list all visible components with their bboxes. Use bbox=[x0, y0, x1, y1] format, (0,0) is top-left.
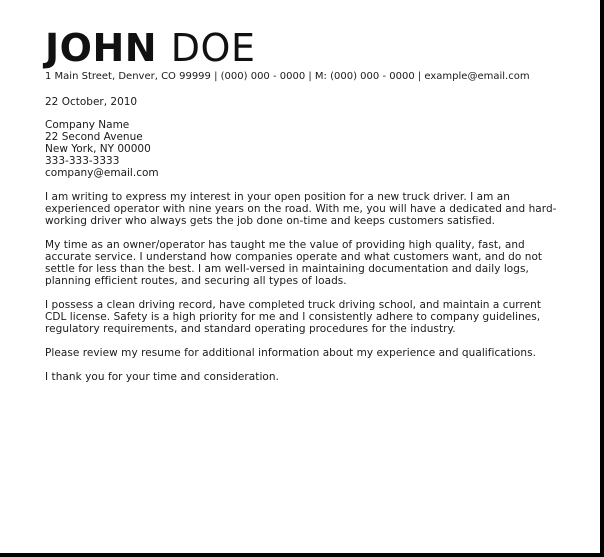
recipient-email: company@email.com bbox=[45, 167, 159, 179]
recipient-street: 22 Second Avenue bbox=[45, 131, 143, 143]
letter-content bbox=[45, 28, 565, 383]
letter-date: 22 October, 2010 bbox=[45, 96, 138, 108]
body-paragraph-5: I thank you for your time and consideration. bbox=[45, 371, 279, 383]
body-paragraph-1: I am writing to express my interest in your open position for a new truck driver. I am an experienced operator with nine years on the road. With me, you will have a dedicated and hard-working driver who always gets the job done on-time and keeps customers satisfied. bbox=[45, 191, 557, 227]
body-paragraph-4: Please review my resume for additional information about my experience and qualifications. bbox=[45, 347, 537, 359]
sender-first-name: JOHN bbox=[45, 26, 158, 70]
recipient-city: New York, NY 00000 bbox=[45, 143, 151, 155]
sender-contact-line: 1 Main Street, Denver, CO 99999 | (000) 000 - 0000 | M: (000) 000 - 0000 | example@email.com bbox=[45, 71, 530, 82]
recipient-phone: 333-333-3333 bbox=[45, 155, 120, 167]
body-paragraph-3: I possess a clean driving record, have completed truck driving school, and maintain a current CDL license. Safety is a high priority for me and I consistently adhere to company guidelines, regulatory requirements, and standard operating procedures for the industry. bbox=[45, 299, 541, 335]
body-paragraph-2: My time as an owner/operator has taught me the value of providing high quality, fast, and accurate service. I understand how companies operate and what customers want, and do not settle for less than the best. I am well-versed in maintaining documentation and daily logs, planning efficient routes, and securing all types of loads. bbox=[45, 239, 543, 287]
recipient-address bbox=[45, 119, 565, 179]
sender-last-name: DOE bbox=[170, 26, 256, 70]
sender-name bbox=[45, 28, 565, 68]
recipient-company: Company Name bbox=[45, 119, 130, 131]
